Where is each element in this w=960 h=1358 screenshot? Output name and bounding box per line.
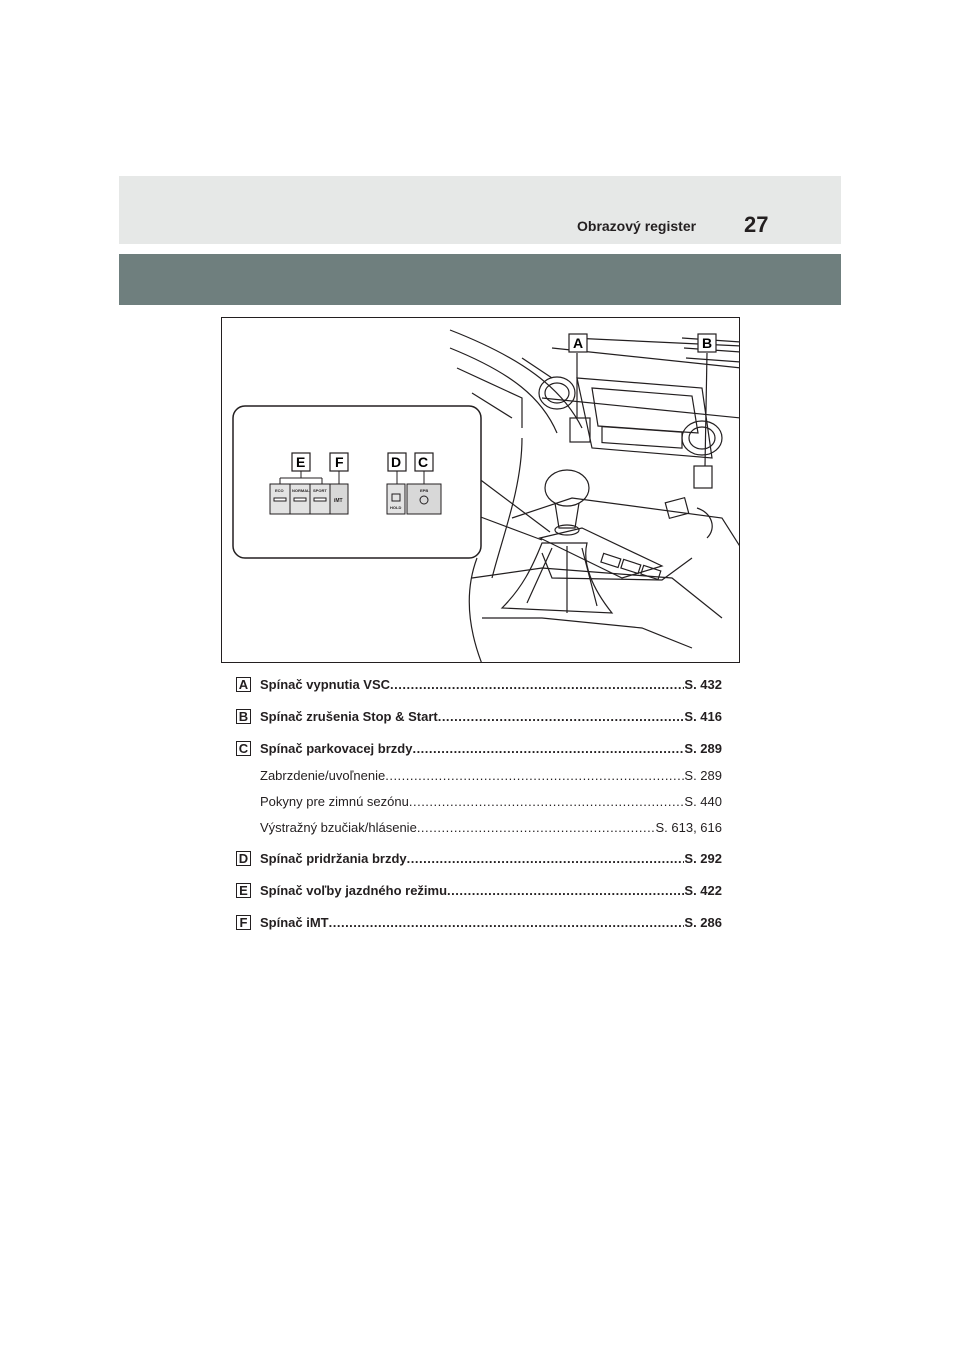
page-title: Obrazový register: [577, 218, 697, 234]
epb-label: EPB: [420, 488, 429, 493]
letter-box: F: [236, 915, 251, 930]
hold-label: HOLD: [390, 505, 402, 510]
entry-label: Spínač vypnutia VSC: [260, 677, 391, 692]
console-illustration: [221, 317, 740, 663]
sub-entry: [260, 768, 722, 784]
entry-f: [236, 915, 722, 935]
letter-box: E: [236, 883, 251, 898]
normal-label: NORMAL: [292, 488, 310, 493]
imt-label: iMT: [334, 498, 343, 504]
page-ref[interactable]: S. 416: [684, 709, 722, 724]
sub-label: Zabrzdenie/uvoľnenie: [260, 768, 386, 783]
section-band: [119, 254, 841, 305]
letter-box: C: [236, 741, 251, 756]
eco-label: ECO: [275, 488, 284, 493]
sub-label: Pokyny pre zimnú sezónu: [260, 794, 409, 809]
entry-label: Spínač pridržania brzdy: [260, 851, 407, 866]
letter-box: B: [236, 709, 251, 724]
page-ref[interactable]: S. 289: [684, 768, 722, 783]
header-band: [119, 176, 841, 244]
page-ref[interactable]: S. 289: [684, 741, 722, 756]
callout-a: A: [573, 335, 584, 351]
letter-box: A: [236, 677, 251, 692]
callout-f: F: [335, 454, 344, 470]
page-ref[interactable]: S. 440: [684, 794, 722, 809]
entry-d: [236, 851, 722, 871]
page-number: 27: [744, 212, 769, 237]
entry-label: Spínač zrušenia Stop & Start: [260, 709, 438, 724]
sub-entry: [260, 820, 722, 836]
page-ref[interactable]: S. 432: [684, 677, 722, 692]
entry-c: [236, 741, 722, 761]
sub-entry: [260, 794, 722, 810]
entry-label: Spínač parkovacej brzdy: [260, 741, 413, 756]
page-ref[interactable]: S. 292: [684, 851, 722, 866]
sub-label: Výstražný bzučiak/hlásenie: [260, 820, 417, 835]
page-ref[interactable]: S. 613, 616: [655, 820, 722, 835]
callout-c: C: [418, 454, 429, 470]
letter-box: D: [236, 851, 251, 866]
entry-e: [236, 883, 722, 903]
entry-b: [236, 709, 722, 729]
page-ref[interactable]: S. 286: [684, 915, 722, 930]
callout-b: B: [702, 335, 713, 351]
callout-e: E: [296, 454, 306, 470]
sport-label: SPORT: [313, 488, 327, 493]
entry-label: Spínač voľby jazdného režimu: [260, 883, 448, 898]
callout-d: D: [391, 454, 402, 470]
entry-label: Spínač iMT: [260, 915, 329, 930]
entry-a: [236, 677, 722, 697]
page-ref[interactable]: S. 422: [684, 883, 722, 898]
console-drawing: [222, 318, 740, 663]
